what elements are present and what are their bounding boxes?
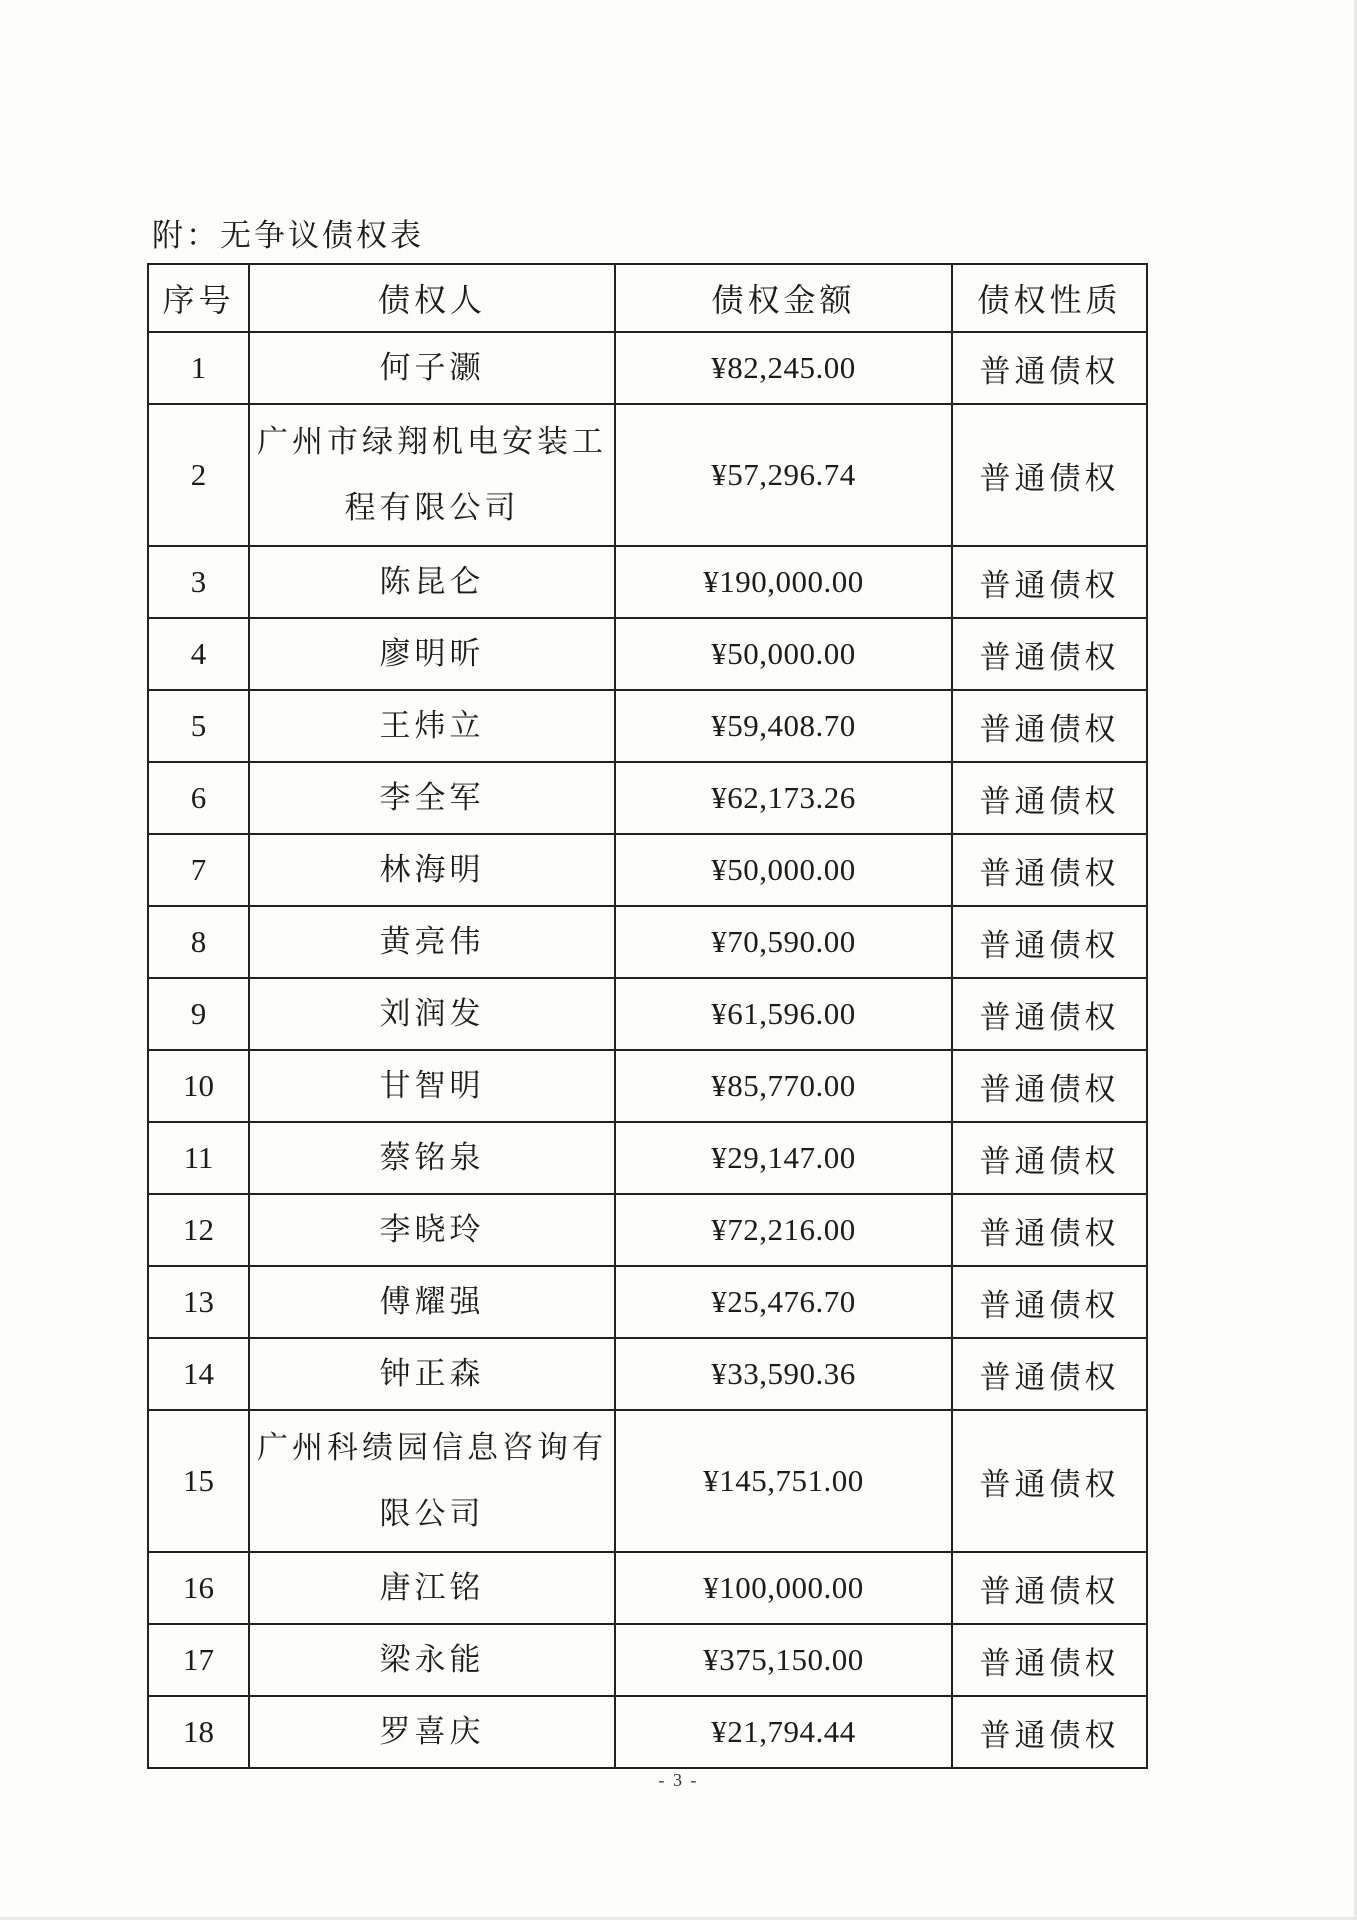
serial-number-cell: 9 xyxy=(148,978,249,1050)
amount-cell: ¥21,794.44 xyxy=(615,1696,952,1768)
undisputed-claims-table xyxy=(147,263,1148,1769)
claim-type-cell: 普通债权 xyxy=(952,1266,1147,1338)
creditor-cell: 李全军 xyxy=(249,762,615,834)
creditor-cell: 广州市绿翔机电安装工程有限公司 xyxy=(249,404,615,546)
table-row xyxy=(148,618,1147,690)
serial-number-cell: 3 xyxy=(148,546,249,618)
claim-type-cell: 普通债权 xyxy=(952,1194,1147,1266)
creditor-cell: 甘智明 xyxy=(249,1050,615,1122)
table-row xyxy=(148,1410,1147,1552)
amount-cell: ¥59,408.70 xyxy=(615,690,952,762)
claim-type-cell: 普通债权 xyxy=(952,906,1147,978)
claim-type-cell: 普通债权 xyxy=(952,1122,1147,1194)
creditor-cell: 李晓玲 xyxy=(249,1194,615,1266)
claim-type-cell: 普通债权 xyxy=(952,690,1147,762)
table-row xyxy=(148,1624,1147,1696)
creditor-cell: 钟正森 xyxy=(249,1338,615,1410)
serial-number-cell: 10 xyxy=(148,1050,249,1122)
claim-type-cell: 普通债权 xyxy=(952,618,1147,690)
creditor-cell: 罗喜庆 xyxy=(249,1696,615,1768)
table-row xyxy=(148,404,1147,546)
amount-cell: ¥82,245.00 xyxy=(615,332,952,404)
claim-type-cell: 普通债权 xyxy=(952,332,1147,404)
table-row xyxy=(148,1266,1147,1338)
creditor-cell: 唐江铭 xyxy=(249,1552,615,1624)
amount-cell: ¥85,770.00 xyxy=(615,1050,952,1122)
creditor-cell: 何子灏 xyxy=(249,332,615,404)
amount-cell: ¥50,000.00 xyxy=(615,618,952,690)
amount-cell: ¥57,296.74 xyxy=(615,404,952,546)
serial-number-cell: 14 xyxy=(148,1338,249,1410)
page-number: - 3 - xyxy=(658,1770,699,1790)
claim-type-cell: 普通债权 xyxy=(952,1338,1147,1410)
table-row xyxy=(148,978,1147,1050)
table-row xyxy=(148,690,1147,762)
table-row xyxy=(148,1696,1147,1768)
serial-number-cell: 5 xyxy=(148,690,249,762)
amount-cell: ¥61,596.00 xyxy=(615,978,952,1050)
serial-number-cell: 6 xyxy=(148,762,249,834)
creditor-cell: 林海明 xyxy=(249,834,615,906)
table-row xyxy=(148,906,1147,978)
claim-type-cell: 普通债权 xyxy=(952,762,1147,834)
serial-number-cell: 8 xyxy=(148,906,249,978)
serial-number-cell: 4 xyxy=(148,618,249,690)
amount-cell: ¥33,590.36 xyxy=(615,1338,952,1410)
creditor-cell: 广州科绩园信息咨询有限公司 xyxy=(249,1410,615,1552)
amount-cell: ¥50,000.00 xyxy=(615,834,952,906)
creditor-cell: 傅耀强 xyxy=(249,1266,615,1338)
serial-number-cell: 18 xyxy=(148,1696,249,1768)
amount-cell: ¥29,147.00 xyxy=(615,1122,952,1194)
table-row xyxy=(148,332,1147,404)
table-row xyxy=(148,762,1147,834)
serial-number-cell: 11 xyxy=(148,1122,249,1194)
table-row xyxy=(148,1050,1147,1122)
serial-number-cell: 16 xyxy=(148,1552,249,1624)
header-serial-number: 序号 xyxy=(148,264,249,332)
claim-type-cell: 普通债权 xyxy=(952,1552,1147,1624)
table-row xyxy=(148,1552,1147,1624)
table-row xyxy=(148,546,1147,618)
claim-type-cell: 普通债权 xyxy=(952,546,1147,618)
creditor-cell: 黄亮伟 xyxy=(249,906,615,978)
table-row xyxy=(148,1338,1147,1410)
claim-type-cell: 普通债权 xyxy=(952,404,1147,546)
creditor-cell: 陈昆仑 xyxy=(249,546,615,618)
creditor-cell: 蔡铭泉 xyxy=(249,1122,615,1194)
amount-cell: ¥190,000.00 xyxy=(615,546,952,618)
claim-type-cell: 普通债权 xyxy=(952,1696,1147,1768)
claim-type-cell: 普通债权 xyxy=(952,1410,1147,1552)
amount-cell: ¥62,173.26 xyxy=(615,762,952,834)
claim-type-cell: 普通债权 xyxy=(952,1050,1147,1122)
claim-type-cell: 普通债权 xyxy=(952,834,1147,906)
amount-cell: ¥145,751.00 xyxy=(615,1410,952,1552)
claim-type-cell: 普通债权 xyxy=(952,1624,1147,1696)
serial-number-cell: 7 xyxy=(148,834,249,906)
serial-number-cell: 17 xyxy=(148,1624,249,1696)
table-caption: 附：无争议债权表 xyxy=(152,218,424,254)
amount-cell: ¥100,000.00 xyxy=(615,1552,952,1624)
header-claim-amount: 债权金额 xyxy=(615,264,952,332)
table-row xyxy=(148,1194,1147,1266)
serial-number-cell: 2 xyxy=(148,404,249,546)
table-header-row xyxy=(148,264,1147,332)
creditor-cell: 廖明昕 xyxy=(249,618,615,690)
serial-number-cell: 12 xyxy=(148,1194,249,1266)
serial-number-cell: 15 xyxy=(148,1410,249,1552)
creditor-cell: 刘润发 xyxy=(249,978,615,1050)
serial-number-cell: 1 xyxy=(148,332,249,404)
header-creditor: 债权人 xyxy=(249,264,615,332)
serial-number-cell: 13 xyxy=(148,1266,249,1338)
creditor-cell: 王炜立 xyxy=(249,690,615,762)
amount-cell: ¥375,150.00 xyxy=(615,1624,952,1696)
table-row xyxy=(148,834,1147,906)
amount-cell: ¥25,476.70 xyxy=(615,1266,952,1338)
header-claim-type: 债权性质 xyxy=(952,264,1147,332)
amount-cell: ¥70,590.00 xyxy=(615,906,952,978)
amount-cell: ¥72,216.00 xyxy=(615,1194,952,1266)
claim-type-cell: 普通债权 xyxy=(952,978,1147,1050)
table-row xyxy=(148,1122,1147,1194)
creditor-cell: 梁永能 xyxy=(249,1624,615,1696)
